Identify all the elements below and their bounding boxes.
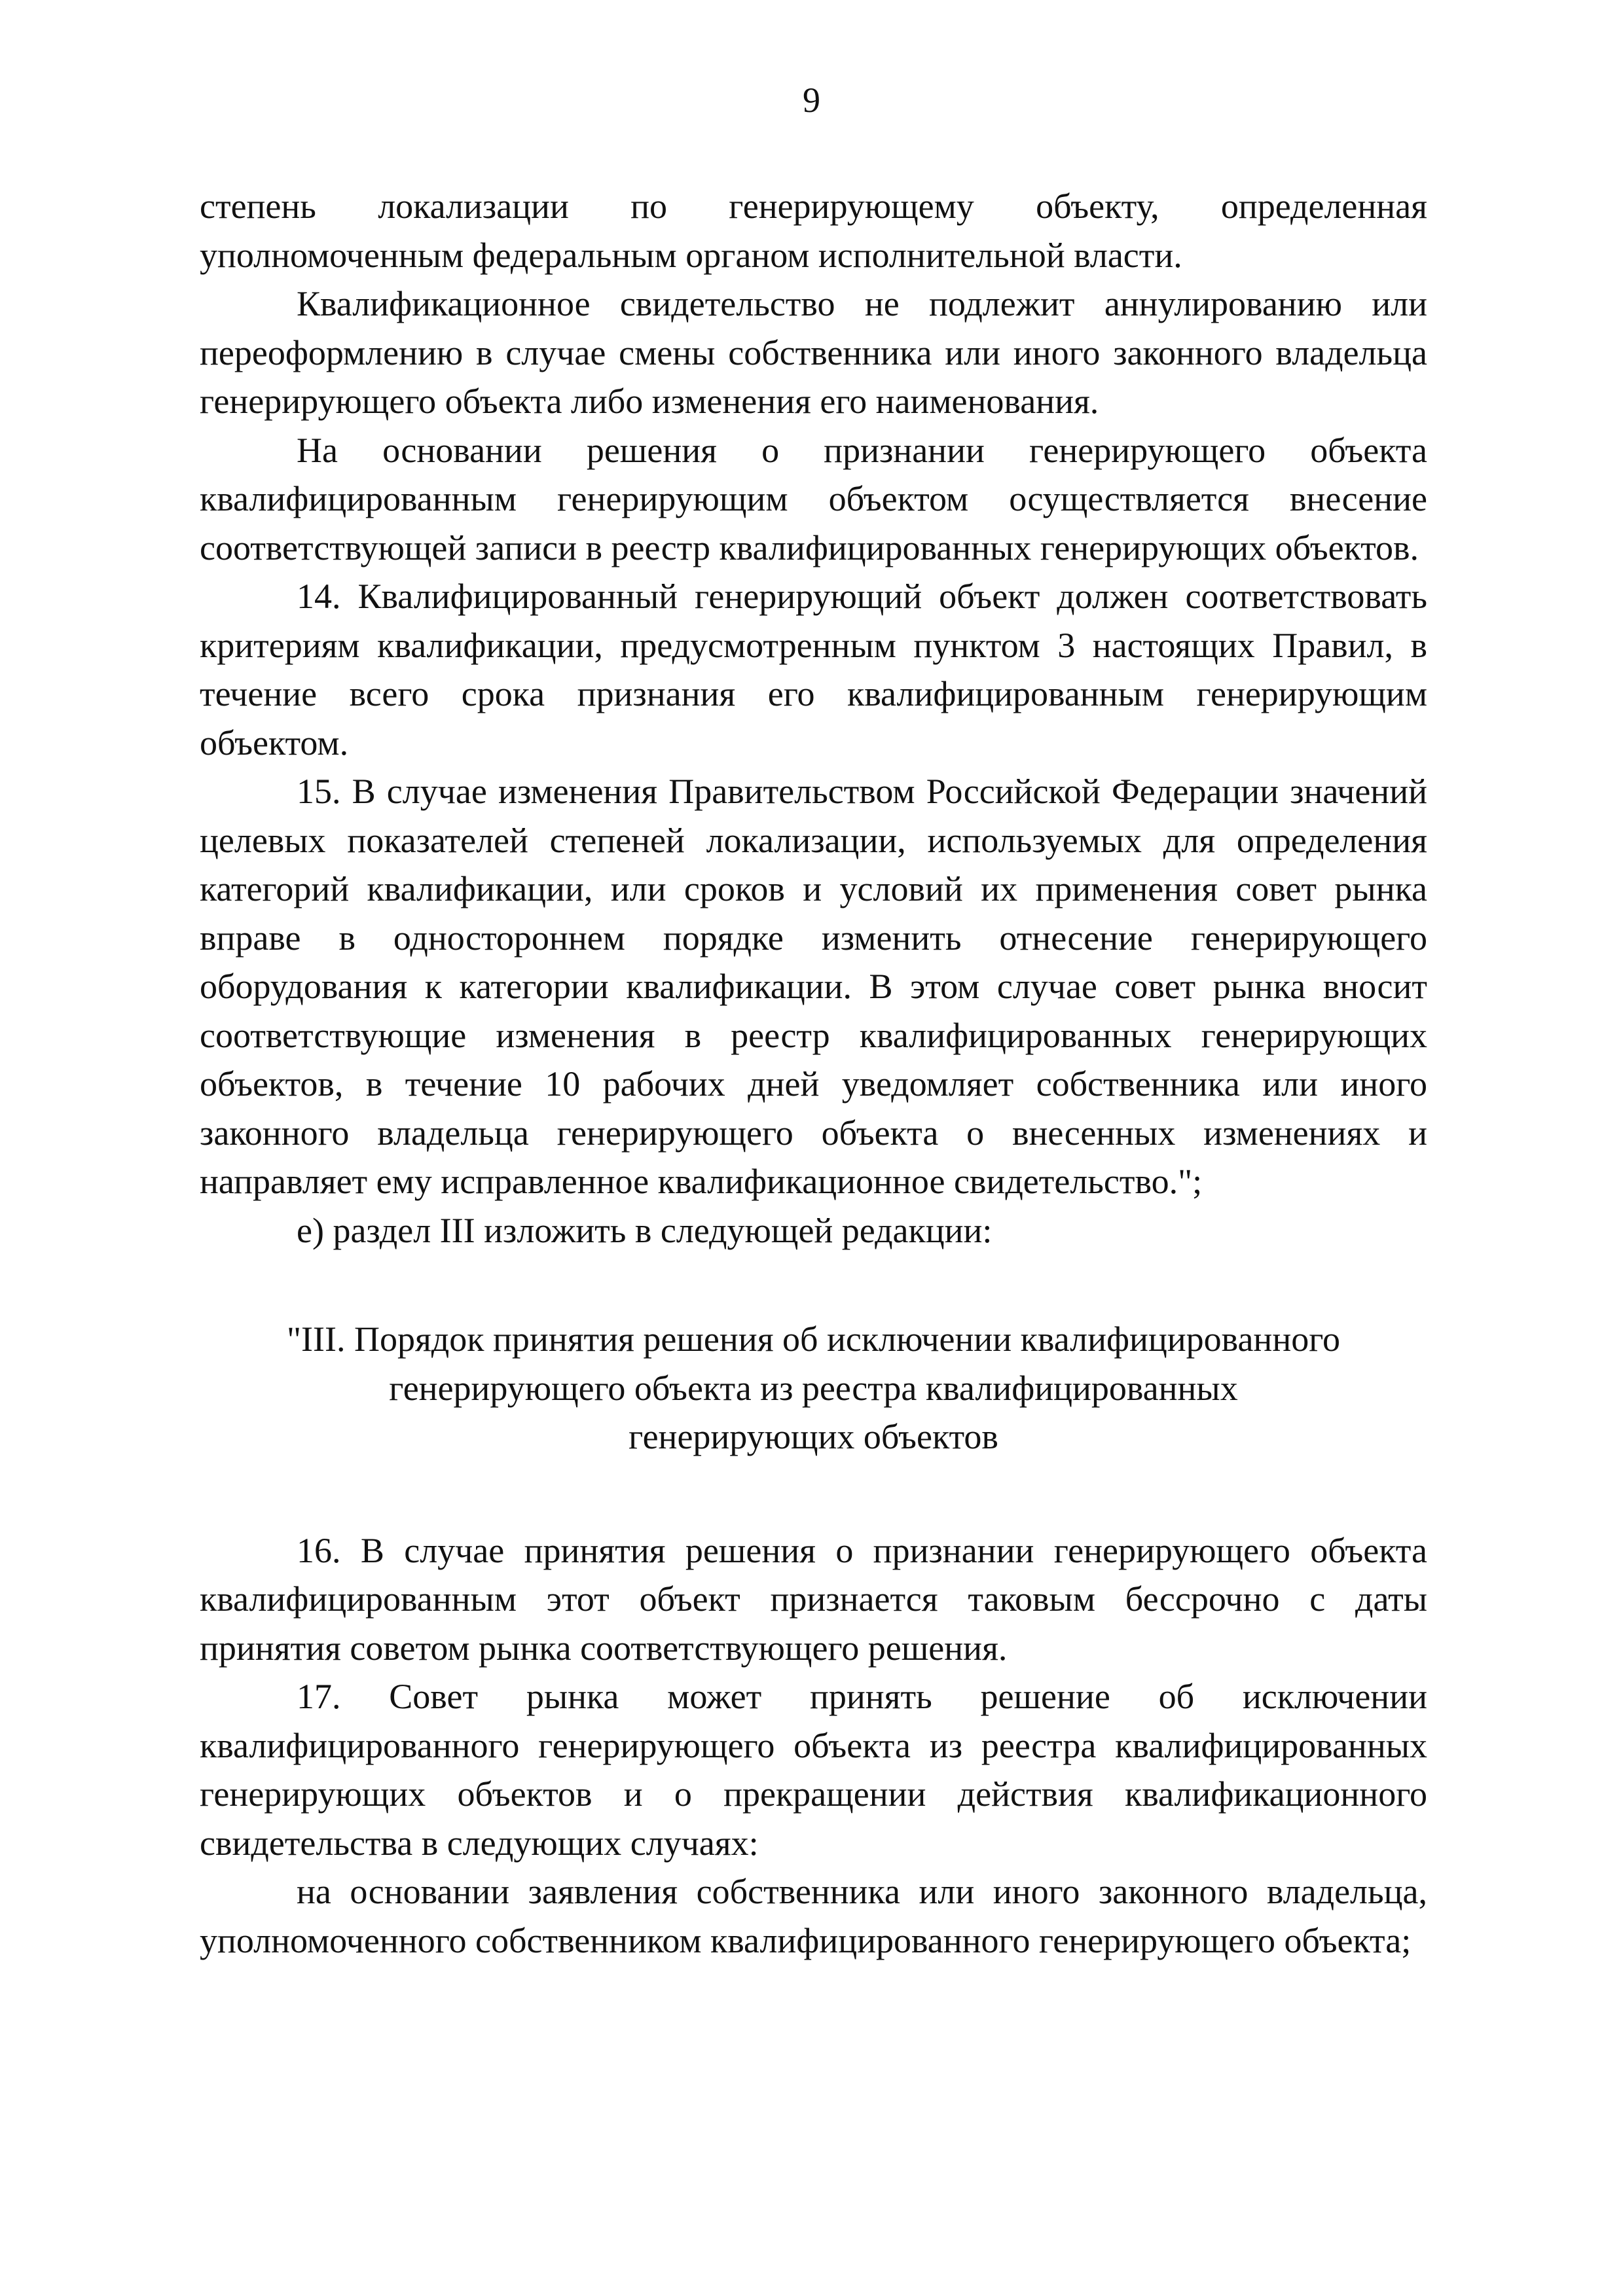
document-body [200, 182, 1427, 1965]
paragraph: 16. В случае принятия решения о признании генерирующего объекта квалифицированным этот объект признается таковым бессрочно с даты принятия советом рынка соответствующего решения. [200, 1530, 1427, 1668]
paragraph: 14. Квалифицированный генерирующий объект должен соответствовать критериям квалификации, предусмотренным пунктом 3 настоящих Правил, в течение всего срока признания его квалифицированным генерирующим объектом. [200, 577, 1427, 762]
section-heading-line: "III. Порядок принятия решения об исключении квалифицированного [286, 1319, 1341, 1359]
section-heading [200, 1315, 1427, 1462]
section-heading-line: генерирующего объекта из реестра квалифицированных [389, 1368, 1238, 1408]
paragraph: е) раздел III изложить в следующей редакции: [297, 1210, 993, 1250]
paragraph: Квалификационное свидетельство не подлежит аннулированию или переоформлению в случае смены собственника или иного законного владельца генерирующего объекта либо изменения его наименования. [200, 284, 1427, 421]
paragraph: степень локализации по генерирующему объекту, определенная уполномоченным федеральным органом исполнительной власти. [200, 187, 1427, 275]
paragraph: 15. В случае изменения Правительством Российской Федерации значений целевых показателей степеней локализации, используемых для определения категорий квалификации, или сроков и условий их применения совет рынка вправе в одностороннем порядке изменить отнесение генерирующего оборудования к категории квалификации. В этом случае совет рынка вносит соответствующие изменения в реестр квалифицированных генерирующих объектов, в течение 10 рабочих дней уведомляет собственника или иного законного владельца генерирующего объекта о внесенных изменениях и направляет ему исправленное квалификационное свидетельство."; [200, 772, 1427, 1201]
page-number: 9 [803, 81, 820, 120]
section-heading-line: генерирующих объектов [629, 1417, 998, 1456]
paragraph: на основании заявления собственника или иного законного владельца, уполномоченного собственником квалифицированного генерирующего объекта; [200, 1872, 1427, 1960]
paragraph: На основании решения о признании генерирующего объекта квалифицированным генерирующим объектом осуществляется внесение соответствующей записи в реестр квалифицированных генерирующих объектов. [200, 430, 1427, 567]
paragraph: 17. Совет рынка может принять решение об исключении квалифицированного генерирующего объекта из реестра квалифицированных генерирующих объектов и о прекращении действия квалификационного свидетельства в следующих случаях: [200, 1677, 1427, 1863]
